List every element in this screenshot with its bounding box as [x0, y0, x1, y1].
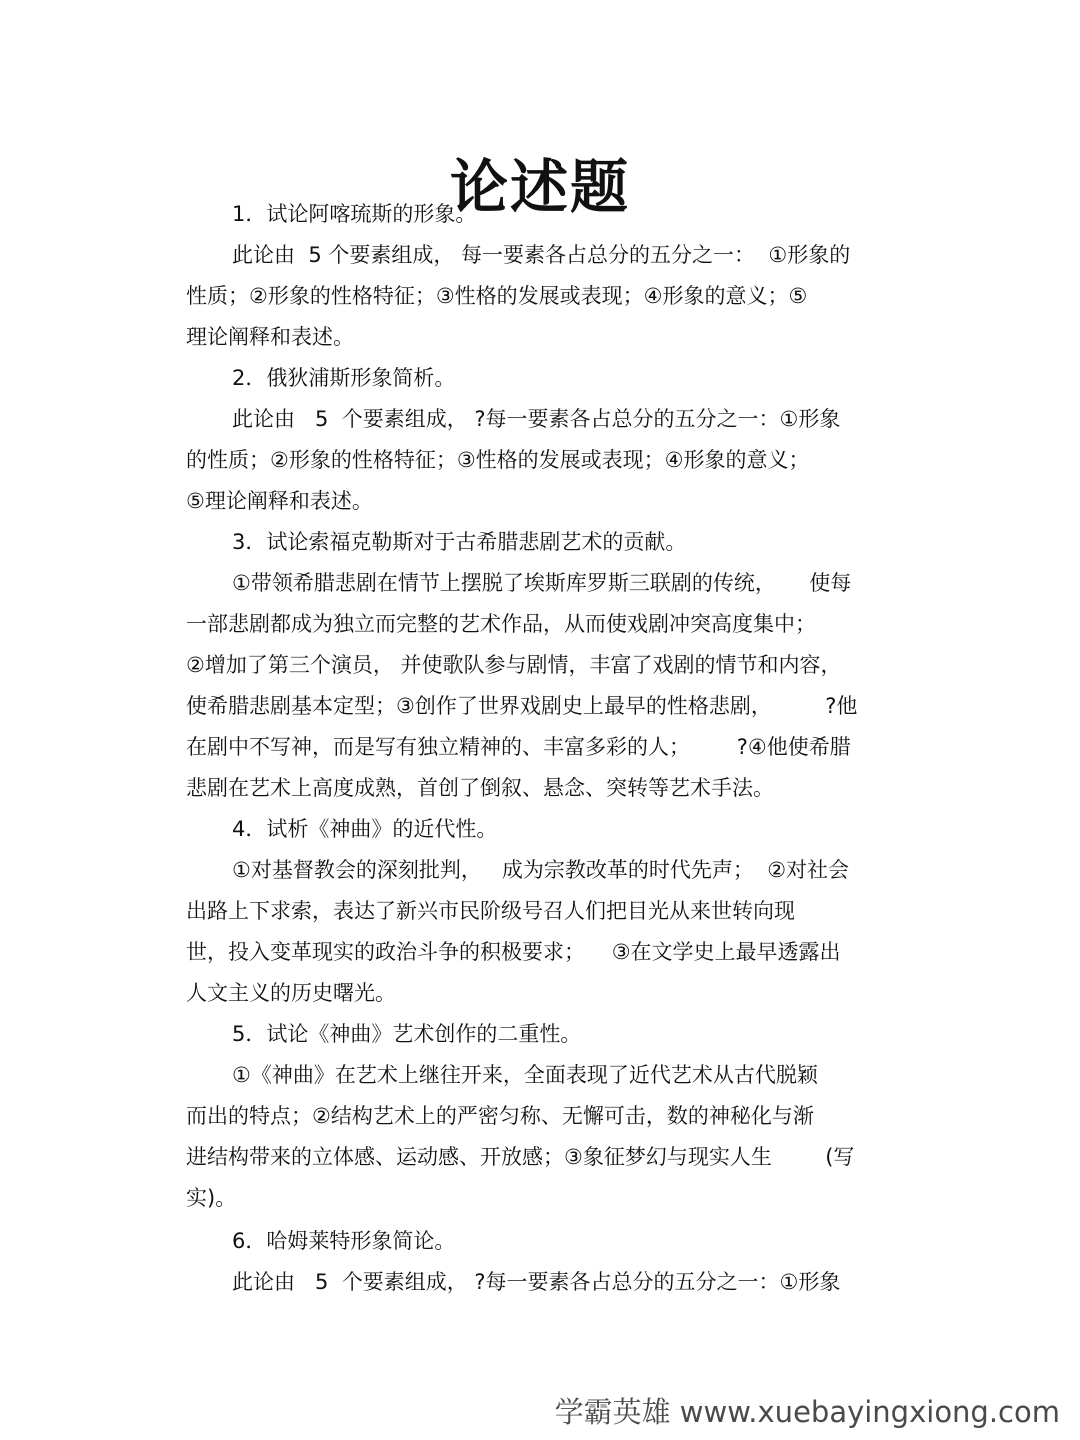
question-1-heading: 1．试论阿喀琉斯的形象。 — [232, 202, 477, 226]
answer-4-line-3: 世，投入变革现实的政治斗争的积极要求； ③在文学史上最早透露出 — [186, 940, 841, 964]
answer-1-line-3: 理论阐释和表述。 — [186, 325, 354, 349]
page-title: 论述题 — [449, 152, 630, 221]
answer-2-line-1: 此论由 5 个要素组成， ?每一要素各占总分的五分之一：①形象 — [232, 407, 841, 431]
answer-5-line-1: ①《神曲》在艺术上继往开来，全面表现了近代艺术从古代脱颖 — [232, 1063, 818, 1087]
question-5-heading: 5．试论《神曲》艺术创作的二重性。 — [232, 1022, 582, 1046]
answer-3-line-4: 使希腊悲剧基本定型；③创作了世界戏剧史上最早的性格悲剧， ?他 — [186, 694, 858, 718]
question-3-heading: 3．试论索福克勒斯对于古希腊悲剧艺术的贡献。 — [232, 530, 687, 554]
question-4-heading: 4．试析《神曲》的近代性。 — [232, 817, 498, 841]
answer-3-line-6: 悲剧在艺术上高度成熟，首创了倒叙、悬念、突转等艺术手法。 — [186, 776, 774, 800]
answer-5-line-4: 实)。 — [186, 1186, 237, 1210]
answer-5-line-2: 而出的特点；②结构艺术上的严密匀称、无懈可击，数的神秘化与渐 — [186, 1104, 814, 1128]
answer-3-line-3: ②增加了第三个演员， 并使歌队参与剧情，丰富了戏剧的情节和内容， — [186, 653, 842, 677]
answer-2-line-2: 的性质；②形象的性格特征；③性格的发展或表现；④形象的意义； — [186, 448, 810, 472]
answer-6-line-1: 此论由 5 个要素组成， ?每一要素各占总分的五分之一：①形象 — [232, 1270, 841, 1294]
answer-1-line-2: 性质；②形象的性格特征；③性格的发展或表现；④形象的意义；⑤ — [186, 284, 808, 308]
answer-3-line-5: 在剧中不写神，而是写有独立精神的、丰富多彩的人； ?④他使希腊 — [186, 735, 851, 759]
answer-3-line-1: ①带领希腊悲剧在情节上摆脱了埃斯库罗斯三联剧的传统， 使每 — [232, 571, 852, 595]
answer-1-line-1: 此论由 5 个要素组成， 每一要素各占总分的五分之一： ①形象的 — [232, 243, 851, 267]
answer-4-line-2: 出路上下求索，表达了新兴市民阶级号召人们把目光从来世转向现 — [186, 899, 795, 923]
answer-5-line-3: 进结构带来的立体感、运动感、开放感；③象征梦幻与现实人生 (写 — [186, 1145, 855, 1169]
answer-3-line-2: 一部悲剧都成为独立而完整的艺术作品，从而使戏剧冲突高度集中； — [186, 612, 816, 636]
answer-4-line-1: ①对基督教会的深刻批判， 成为宗教改革的时代先声； ②对社会 — [232, 858, 850, 882]
answer-4-line-4: 人文主义的历史曙光。 — [186, 981, 396, 1005]
site-watermark: 学霸英雄 www.xuebayingxiong.com — [554, 1395, 1060, 1429]
answer-2-line-3: ⑤理论阐释和表述。 — [186, 489, 373, 513]
question-6-heading: 6．哈姆莱特形象简论。 — [232, 1229, 456, 1253]
question-2-heading: 2．俄狄浦斯形象简析。 — [232, 366, 456, 390]
